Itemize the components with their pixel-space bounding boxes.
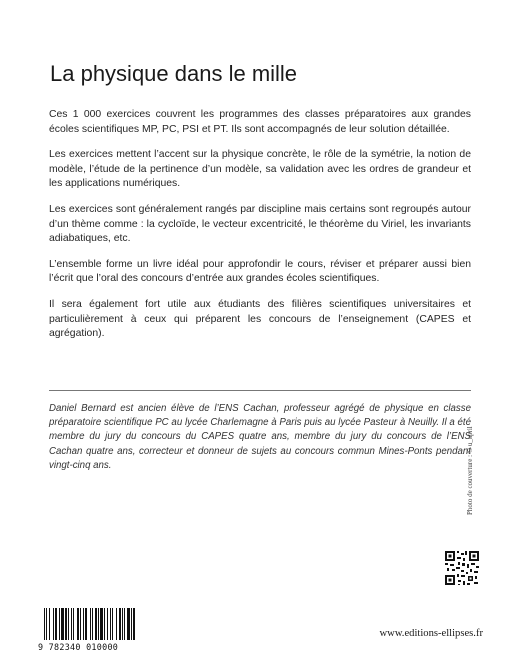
barcode-bar	[77, 608, 79, 640]
barcode-bar	[83, 608, 84, 640]
paragraph: Il sera également fort utile aux étudiants des filières scientifiques universitaires et particulièrement à ceux qui préparent les concours de l’enseignement (CAPES et agrégation).	[49, 298, 471, 340]
barcode-bar	[65, 608, 67, 640]
barcode-bar	[110, 608, 111, 640]
paragraph: L’ensemble forme un livre idéal pour approfondir le cours, réviser et préparer aussi bien l’écrit que l’oral des concours d’entrée aux grandes écoles scientifiques.	[49, 258, 471, 285]
barcode-bar	[61, 608, 64, 640]
paragraph: Les exercices mettent l’accent sur la physique concrète, le rôle de la symétrie, la notion de modèle, l’étude de la pertinence d’un modèle, sa validation avec les ordres de grandeur et les applications numériques.	[49, 149, 471, 190]
barcode-bar	[59, 608, 60, 640]
barcode-bar	[116, 608, 117, 640]
book-title: La physique dans le mille	[50, 61, 298, 86]
barcode-bar	[85, 608, 87, 640]
barcode-bars	[38, 608, 156, 644]
barcode-bar	[92, 608, 93, 640]
barcode-bar	[95, 608, 97, 640]
isbn-number: 9 782340 010000	[38, 642, 119, 652]
barcode-bar	[68, 608, 69, 640]
barcode-bar	[49, 608, 50, 640]
paragraph: Ces 1 000 exercices couvrent les programmes des classes préparatoires aux grandes écoles scientifiques MP, PC, PSI et PT. Ils sont accompagnés de leur solution détaillée.	[49, 109, 471, 135]
author-bio: Daniel Bernard est ancien élève de l’ENS Cachan, professeur agrégé de physique en classe préparatoire scientifique PC au lycée Charlemagne à Paris puis au lycée Pasteur à Neuilly. Il a été membre du jury du concours du CAPES quatre ans, membre du jury du concours de l’ENS Cachan quatre ans, correcteur et donneur de sujets au concours commun Mines-Ponts pendant vingt-cinq ans.	[49, 403, 471, 471]
photo-credit: Photo de couverture : © u_april	[466, 426, 474, 515]
barcode-bar	[55, 608, 57, 640]
qr-code-icon	[444, 550, 480, 586]
barcode-bar	[46, 608, 47, 640]
barcode-bar	[53, 608, 54, 640]
barcode-bar	[122, 608, 123, 640]
description	[49, 108, 471, 353]
publisher-website: www.editions-ellipses.fr	[379, 628, 483, 639]
barcode-bar	[131, 608, 132, 640]
barcode-bar	[133, 608, 135, 640]
barcode-bar	[107, 608, 108, 640]
barcode-bar	[112, 608, 113, 640]
barcode	[38, 608, 156, 656]
barcode-bar	[100, 608, 103, 640]
barcode-bar	[124, 608, 125, 640]
barcode-bar	[80, 608, 81, 640]
barcode-bar	[98, 608, 99, 640]
barcode-bar	[127, 608, 130, 640]
barcode-bar	[71, 608, 72, 640]
barcode-bar	[119, 608, 121, 640]
paragraph: Les exercices sont généralement rangés par discipline mais certains sont regroupés autour d’un thème comme : la cycloïde, le vecteur excentricité, le théorème du Viriel, les invariants adiabatiques, etc.	[49, 203, 471, 245]
section-divider	[49, 390, 471, 391]
barcode-bar	[73, 608, 74, 640]
barcode-bar	[104, 608, 105, 640]
barcode-bar	[44, 608, 45, 640]
barcode-bar	[90, 608, 91, 640]
